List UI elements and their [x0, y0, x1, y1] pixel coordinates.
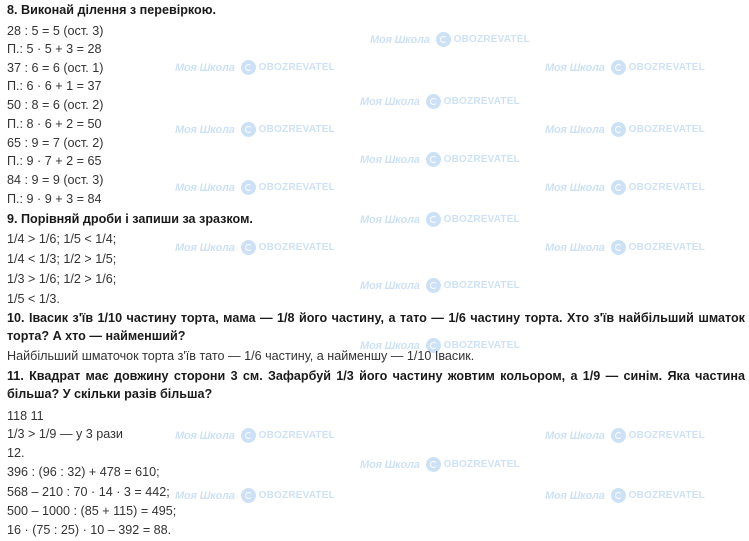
watermark-text: Моя Школа [175, 181, 235, 194]
task-12-line: 396 : (96 : 32) + 478 = 610; [7, 465, 160, 479]
task-8-line: 50 : 8 = 6 (ост. 2) [7, 98, 104, 112]
watermark-brand-text: OBOZREVATEL [453, 34, 530, 45]
task-8-line: П.: 5 · 5 + 3 = 28 [7, 42, 102, 56]
task-8-line: П.: 9 · 7 + 2 = 65 [7, 154, 102, 168]
watermark-text: Моя Школа [360, 279, 420, 292]
task-8-title: 8. Виконай ділення з перевіркою. [7, 3, 216, 17]
watermark-brand-text: OBOZREVATEL [258, 430, 335, 441]
task-8-line: 65 : 9 = 7 (ост. 2) [7, 136, 104, 150]
task-8-line: 28 : 5 = 5 (ост. 3) [7, 24, 104, 38]
watermark-text: Моя Школа [360, 339, 420, 352]
watermark-brand-text: OBOZREVATEL [443, 214, 520, 225]
task-11-line: 1/3 > 1/9 — у 3 рази [7, 427, 123, 441]
watermark-brand-text: OBOZREVATEL [258, 242, 335, 253]
task-12-line: 568 – 210 : 70 · 14 · 3 = 442; [7, 485, 170, 499]
watermark-text: Моя Школа [175, 241, 235, 254]
watermark-text: Моя Школа [175, 429, 235, 442]
watermark-text: Моя Школа [175, 489, 235, 502]
watermark-brand-text: OBOZREVATEL [443, 340, 520, 351]
watermark-text: Моя Школа [545, 241, 605, 254]
task-9-line: 1/3 > 1/6; 1/2 > 1/6; [7, 272, 117, 286]
watermark-brand-text: OBOZREVATEL [628, 182, 705, 193]
task-10-title: 10. Івасик з'їв 1/10 частину торта, мама — 1/8 його частину, а тато — 1/6 частину торта. Хто з'їв найбільший шматок торта? А хто — найменший? [7, 311, 745, 343]
watermark-text: Моя Школа [175, 61, 235, 74]
task-8-line: П.: 9 · 9 + 3 = 84 [7, 192, 102, 206]
task-9-line: 1/5 < 1/3. [7, 292, 60, 306]
watermark-text: Моя Школа [370, 33, 430, 46]
watermark-text: Моя Школа [545, 429, 605, 442]
watermark-text: Моя Школа [360, 458, 420, 471]
watermark-text: Моя Школа [360, 153, 420, 166]
watermark-text: Моя Школа [545, 123, 605, 136]
task-11-line: 118 11 [7, 409, 44, 423]
watermark-brand-text: OBOZREVATEL [628, 124, 705, 135]
watermark-text: Моя Школа [175, 123, 235, 136]
task-8-line: П.: 6 · 6 + 1 = 37 [7, 79, 102, 93]
task-8-line: П.: 8 · 6 + 2 = 50 [7, 117, 102, 131]
task-10-answer: Найбільший шматочок торта з'їв тато — 1/6 частину, а найменшу — 1/10 Івасик. [7, 349, 475, 363]
watermark-brand-text: OBOZREVATEL [258, 62, 335, 73]
task-12-line: 16 · (75 : 25) · 10 – 392 = 88. [7, 523, 172, 537]
watermark-brand-text: OBOZREVATEL [443, 96, 520, 107]
watermark-brand-text: OBOZREVATEL [628, 242, 705, 253]
watermark-brand-text: OBOZREVATEL [443, 280, 520, 291]
task-9-title: 9. Порівняй дроби і запиши за зразком. [7, 212, 253, 226]
watermark-brand-text: OBOZREVATEL [258, 182, 335, 193]
watermark-brand-text: OBOZREVATEL [628, 490, 705, 501]
watermark-text: Моя Школа [360, 95, 420, 108]
task-8-line: 84 : 9 = 9 (ост. 3) [7, 173, 104, 187]
watermark-brand-text: OBOZREVATEL [628, 430, 705, 441]
watermark-text: Моя Школа [545, 61, 605, 74]
task-11-title: 11. Квадрат має довжину сторони 3 см. Зафарбуй 1/3 його частину жовтим кольором, а 1/9 — синім. Яка частина більша? У скільки разів більша? [7, 369, 745, 401]
task-9-line: 1/4 > 1/6; 1/5 < 1/4; [7, 232, 117, 246]
watermark-brand-text: OBOZREVATEL [443, 459, 520, 470]
task-12-title: 12. [7, 446, 25, 460]
watermark-text: Моя Школа [545, 489, 605, 502]
watermark-text: Моя Школа [545, 181, 605, 194]
watermark-brand-text: OBOZREVATEL [258, 490, 335, 501]
watermark-brand-text: OBOZREVATEL [258, 124, 335, 135]
watermark-text: Моя Школа [360, 213, 420, 226]
task-12-line: 500 – 1000 : (85 + 115) = 495; [7, 504, 177, 518]
watermark-brand-text: OBOZREVATEL [443, 154, 520, 165]
task-8-line: 37 : 6 = 6 (ост. 1) [7, 61, 104, 75]
task-9-line: 1/4 < 1/3; 1/2 > 1/5; [7, 252, 117, 266]
watermark-brand-text: OBOZREVATEL [628, 62, 705, 73]
